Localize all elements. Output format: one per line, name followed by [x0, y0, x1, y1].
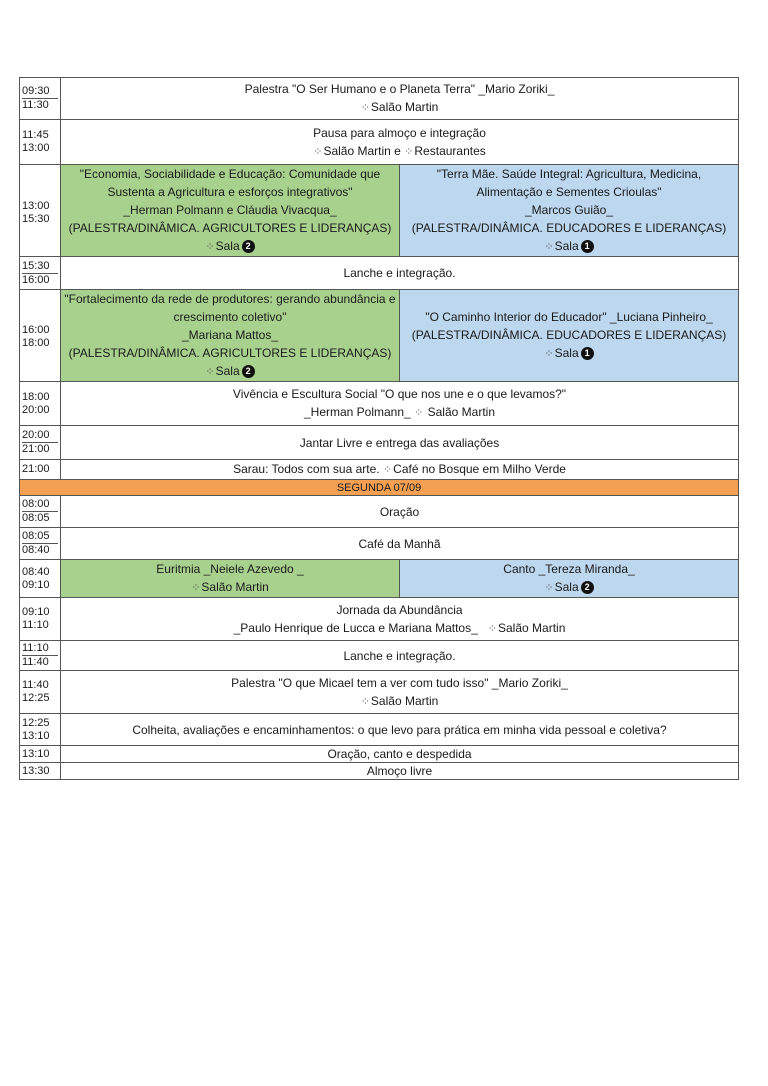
- sparkle-icon: ⁘: [404, 145, 414, 158]
- time-cell: [20, 746, 61, 763]
- event-cell: [61, 714, 739, 746]
- end-time: 13:00: [22, 142, 50, 154]
- sparkle-icon: ⁘: [544, 582, 554, 594]
- event-title: Sarau: Todos com sua arte.: [233, 462, 380, 476]
- location: Salão Martin: [370, 693, 439, 708]
- sparkle-icon: ⁘: [360, 695, 370, 708]
- session-title: Sustenta a Agricultura e esforços integrativos": [107, 185, 353, 199]
- end-time: 08:05: [22, 511, 58, 525]
- table-row: [20, 290, 739, 382]
- event-title: Lanche e integração.: [343, 266, 456, 280]
- time-cell: [20, 560, 61, 598]
- event-title: Almoço livre: [366, 763, 433, 778]
- session-type: (PALESTRA/DINÂMICA. AGRICULTORES E LIDERANÇAS): [68, 346, 392, 360]
- start-time: 13:00: [22, 199, 50, 212]
- session-left: [61, 560, 400, 598]
- event-speaker: _Paulo Henrique de Lucca e Mariana Mattos_: [233, 620, 478, 635]
- start-time: 18:00: [22, 390, 50, 403]
- session-title: Alimentação e Sementes Crioulas": [476, 185, 662, 199]
- event-cell: [61, 382, 739, 426]
- location: Sala: [215, 364, 240, 378]
- location-line: [61, 403, 738, 422]
- room-number-badge: 1: [581, 240, 594, 253]
- table-row: [20, 746, 739, 763]
- location: Restaurantes: [414, 143, 486, 158]
- table-row: [20, 382, 739, 426]
- time-cell: [20, 496, 61, 528]
- event-cell: [61, 641, 739, 671]
- start-time: 09:30: [22, 85, 50, 97]
- location-line: [61, 237, 399, 256]
- event-cell: [61, 78, 739, 120]
- time-cell: [20, 426, 61, 460]
- time-cell: [20, 528, 61, 560]
- session-title: "O Caminho Interior do Educador" _Luciana Pinheiro_: [425, 310, 713, 324]
- table-row: [20, 120, 739, 165]
- start-time: 15:30: [22, 259, 50, 272]
- start-time: 13:30: [22, 764, 50, 777]
- room-number-badge: 2: [242, 240, 255, 253]
- location-line: [400, 578, 738, 597]
- time-cell: [20, 598, 61, 641]
- table-row: [20, 560, 739, 598]
- time-cell: [20, 120, 61, 165]
- event-cell: [61, 120, 739, 165]
- table-row: [20, 714, 739, 746]
- session-left: [61, 290, 400, 382]
- event-title: Oração: [379, 504, 420, 519]
- time-cell: [20, 763, 61, 780]
- sparkle-icon: ⁘: [205, 241, 215, 253]
- end-time: 21:00: [22, 442, 58, 456]
- location: Salão Martin: [370, 100, 439, 114]
- sparkle-icon: ⁘: [360, 102, 370, 114]
- session-type: (PALESTRA/DINÂMICA. EDUCADORES E LIDERANÇAS): [411, 221, 727, 235]
- sparkle-icon: ⁘: [313, 145, 323, 158]
- end-time: 09:10: [22, 578, 50, 591]
- event-title: Palestra "O Ser Humano e o Planeta Terra" _Mario Zoriki_: [244, 82, 555, 96]
- sparkle-icon: ⁘: [544, 241, 554, 253]
- start-time: 16:00: [22, 323, 50, 336]
- session-right: [400, 165, 739, 257]
- table-row: [20, 496, 739, 528]
- session-speaker: _Marcos Guião_: [524, 203, 614, 217]
- end-time: 11:10: [22, 619, 49, 631]
- event-title: Lanche e integração.: [343, 648, 456, 663]
- start-time: 08:40: [22, 565, 50, 578]
- sparkle-icon: ⁘: [544, 348, 554, 360]
- session-right: [400, 290, 739, 382]
- schedule-table: [19, 77, 739, 780]
- session-title: "Terra Mãe. Saúde Integral: Agricultura, Medicina,: [436, 167, 702, 181]
- location: Sala: [554, 580, 579, 594]
- location-line: [61, 692, 738, 711]
- time-cell: [20, 671, 61, 714]
- sparkle-icon: ⁘: [205, 366, 215, 378]
- table-row: [20, 426, 739, 460]
- sparkle-icon: ⁘: [487, 622, 497, 635]
- start-time: 11:40: [22, 679, 49, 691]
- session-title: Euritmia _Neiele Azevedo _: [156, 562, 304, 576]
- table-row: [20, 460, 739, 480]
- event-cell: [61, 528, 739, 560]
- day-header-row: [20, 480, 739, 496]
- event-cell: [61, 496, 739, 528]
- session-title: crescimento coletivo": [173, 310, 287, 324]
- event-cell: [61, 763, 739, 780]
- session-speaker: _Mariana Mattos_: [181, 328, 279, 342]
- location-line: [61, 98, 738, 117]
- location-line: [61, 578, 399, 597]
- sparkle-icon: ⁘: [191, 582, 201, 594]
- time-cell: [20, 641, 61, 671]
- start-time: 13:10: [22, 747, 50, 760]
- event-speaker: _Herman Polmann_: [303, 405, 411, 419]
- end-time: 08:40: [22, 543, 58, 557]
- event-title: Oração, canto e despedida: [327, 746, 472, 761]
- end-time: 13:10: [22, 729, 50, 742]
- table-row: [20, 763, 739, 780]
- session-left: [61, 165, 400, 257]
- event-title: Vivência e Escultura Social "O que nos une e o que levamos?": [232, 387, 567, 401]
- end-time: 11:40: [22, 655, 58, 669]
- table-row: [20, 671, 739, 714]
- time-cell: [20, 382, 61, 426]
- start-time: 12:25: [22, 716, 50, 729]
- room-number-badge: 2: [581, 581, 594, 594]
- location-line: [61, 619, 738, 638]
- session-type: (PALESTRA/DINÂMICA. AGRICULTORES E LIDERANÇAS): [68, 221, 392, 235]
- location: Salão Martin: [201, 580, 269, 594]
- event-cell: [61, 746, 739, 763]
- time-cell: [20, 257, 61, 290]
- location: Sala: [554, 239, 579, 253]
- room-number-badge: 1: [581, 347, 594, 360]
- event-cell: [61, 671, 739, 714]
- event-title: Colheita, avaliações e encaminhamentos: o que levo para prática em minha vida pessoal e coletiva?: [132, 722, 667, 737]
- location-line: [61, 142, 738, 161]
- start-time: 20:00: [22, 429, 50, 441]
- start-time: 11:45: [22, 129, 49, 141]
- event-title: Jantar Livre e entrega das avaliações: [299, 435, 500, 450]
- end-time: 20:00: [22, 403, 50, 416]
- end-time: 18:00: [22, 336, 50, 349]
- end-time: 15:30: [22, 212, 50, 225]
- event-cell: [61, 257, 739, 290]
- start-time: 09:10: [22, 606, 50, 618]
- event-title: Palestra "O que Micael tem a ver com tudo isso" _Mario Zoriki_: [231, 675, 568, 690]
- end-time: 12:25: [22, 692, 50, 704]
- table-row: [20, 257, 739, 290]
- start-time: 11:10: [22, 642, 49, 654]
- table-row: [20, 641, 739, 671]
- session-title: "Economia, Sociabilidade e Educação: Comunidade que: [79, 167, 381, 181]
- sparkle-icon: ⁘: [414, 407, 424, 419]
- location: Salão Martin e: [323, 143, 401, 158]
- session-title: Canto _Tereza Miranda_: [503, 562, 635, 576]
- day-header: SEGUNDA 07/09: [20, 480, 739, 496]
- table-row: [20, 598, 739, 641]
- time-cell: [20, 460, 61, 480]
- location: Salão Martin: [498, 620, 566, 635]
- session-speaker: _Herman Polmann e Cláudia Vivacqua_: [123, 203, 337, 217]
- start-time: 08:00: [22, 498, 50, 510]
- time-cell: [20, 714, 61, 746]
- session-right: [400, 560, 739, 598]
- sparkle-icon: ⁘: [382, 464, 393, 476]
- event-cell: [61, 598, 739, 641]
- event-title: Pausa para almoço e integração: [313, 125, 486, 140]
- table-row: [20, 78, 739, 120]
- end-time: 11:30: [22, 98, 58, 112]
- location-line: [400, 237, 738, 256]
- time-cell: [20, 165, 61, 257]
- table-row: [20, 528, 739, 560]
- location-line: [61, 362, 399, 381]
- event-title: Jornada da Abundância: [336, 602, 463, 617]
- end-time: 16:00: [22, 273, 58, 287]
- event-cell: [61, 426, 739, 460]
- table-row: [20, 165, 739, 257]
- location-line: [400, 344, 738, 363]
- session-type: (PALESTRA/DINÂMICA. EDUCADORES E LIDERANÇAS): [411, 328, 727, 342]
- event-title: Café da Manhã: [358, 536, 441, 551]
- location: Sala: [554, 346, 579, 360]
- start-time: 08:05: [22, 530, 50, 542]
- event-cell: [61, 460, 739, 480]
- time-cell: [20, 290, 61, 382]
- session-title: "Fortalecimento da rede de produtores: gerando abundância e: [64, 292, 396, 306]
- start-time: 21:00: [22, 463, 50, 475]
- location: Café no Bosque em Milho Verde: [393, 462, 566, 476]
- location: Sala: [215, 239, 240, 253]
- location: Salão Martin: [427, 405, 495, 419]
- time-cell: [20, 78, 61, 120]
- room-number-badge: 2: [242, 365, 255, 378]
